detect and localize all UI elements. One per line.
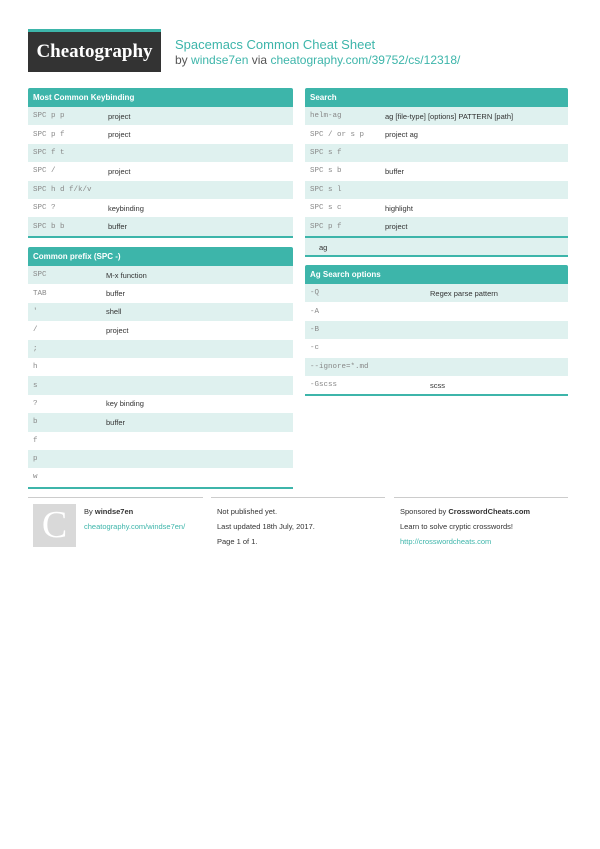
command-key: f (33, 436, 38, 445)
command-key: ? (33, 399, 38, 408)
table-row (28, 376, 293, 394)
command-description: keybinding (108, 203, 144, 213)
command-description: scss (430, 380, 445, 390)
panel-header: Search (305, 88, 568, 107)
page-number: Page 1 of 1. (217, 537, 258, 546)
table-row (28, 413, 293, 431)
command-key: SPC p f (33, 130, 65, 139)
table-row (28, 450, 293, 468)
command-key: -B (310, 325, 320, 334)
panel-ag-search-options (305, 265, 568, 396)
footer-author-name: windse7en (94, 507, 134, 516)
footer-sponsor (394, 497, 568, 549)
sponsor-link[interactable]: http://crosswordcheats.com (400, 537, 492, 546)
command-key: SPC p f (310, 222, 342, 231)
table-row (28, 340, 293, 358)
command-description: shell (106, 307, 122, 317)
command-key: --ignore=*.md (310, 362, 369, 371)
table-row (305, 321, 568, 339)
sheet-url-link[interactable]: cheatography.com/39752/cs/12318/ (270, 53, 461, 67)
command-description: buffer (106, 289, 126, 299)
command-key: SPC s c (310, 204, 342, 213)
panel-header: Ag Search options (305, 265, 568, 284)
table-row (28, 144, 293, 162)
command-key: w (33, 473, 38, 482)
command-key: s (33, 381, 38, 390)
command-description: M-x function (106, 270, 147, 280)
command-key: -A (310, 307, 320, 316)
command-key: SPC f t (33, 148, 65, 157)
table-row (305, 302, 568, 320)
command-key: SPC s b (310, 167, 342, 176)
table-row (305, 358, 568, 376)
command-key: -Gscss (310, 381, 338, 390)
command-description: project (108, 111, 131, 121)
table-row (28, 284, 293, 302)
panel-header: Most Common Keybinding (28, 88, 293, 107)
panel-common-prefix (28, 247, 293, 489)
command-description: Regex parse pattern (430, 288, 498, 298)
table-row (305, 107, 568, 125)
command-description: highlight (385, 203, 413, 213)
command-key: SPC (33, 271, 47, 280)
command-key: b (33, 418, 38, 427)
command-key: SPC / or s p (310, 130, 365, 139)
author-link[interactable]: windse7en (191, 53, 249, 67)
via-label: via (251, 53, 268, 67)
table-row (28, 107, 293, 125)
command-key: SPC b b (33, 222, 65, 231)
table-row (28, 468, 293, 486)
search-extra-row: ag (305, 238, 568, 257)
author-avatar: C (33, 504, 76, 547)
command-description: key binding (106, 399, 144, 409)
table-row (28, 162, 293, 180)
command-description: project (108, 130, 131, 140)
sponsor-name: CrosswordCheats.com (448, 507, 531, 516)
page-title: Spacemacs Common Cheat Sheet (175, 37, 376, 52)
command-description: project (106, 325, 129, 335)
command-key: h (33, 363, 38, 372)
command-key: SPC ? (33, 204, 56, 213)
command-key: SPC p p (33, 112, 65, 121)
command-key: / (33, 326, 38, 335)
table-row (28, 199, 293, 217)
command-key: -c (310, 344, 320, 353)
footer-info (211, 497, 385, 549)
command-key: ' (33, 307, 38, 316)
command-description: buffer (385, 166, 405, 176)
table-row (305, 376, 568, 394)
command-key: SPC s l (310, 185, 342, 194)
panel-most-common-keybinding (28, 88, 293, 238)
by-label: by (175, 53, 188, 67)
table-row (305, 339, 568, 357)
subtitle (175, 53, 460, 67)
table-row (305, 199, 568, 217)
footer-author-link[interactable]: cheatography.com/windse7en/ (84, 522, 186, 531)
table-row (28, 303, 293, 321)
table-row (305, 284, 568, 302)
command-key: p (33, 455, 38, 464)
table-row (28, 358, 293, 376)
command-description: project (385, 222, 408, 232)
last-updated: Last updated 18th July, 2017. (217, 522, 315, 531)
table-row (305, 144, 568, 162)
table-row (28, 395, 293, 413)
table-row (305, 181, 568, 199)
table-row (305, 217, 568, 235)
table-row (28, 217, 293, 235)
table-row (305, 162, 568, 180)
published-status: Not published yet. (217, 507, 278, 516)
command-key: SPC h d f/k/v (33, 185, 92, 194)
table-row (28, 125, 293, 143)
panel-search (305, 88, 568, 238)
cheatography-logo[interactable]: Cheatography (28, 29, 161, 72)
sponsor-label: Sponsored by (400, 507, 447, 516)
table-row (28, 432, 293, 450)
command-description: project (108, 166, 131, 176)
command-key: -Q (310, 289, 320, 298)
command-description: project ag (385, 130, 418, 140)
sponsor-text: Learn to solve cryptic crosswords! (400, 522, 513, 531)
command-description: buffer (108, 222, 128, 232)
command-key: SPC / (33, 167, 56, 176)
table-row (28, 321, 293, 339)
table-row (305, 125, 568, 143)
command-key: SPC s f (310, 148, 342, 157)
command-key: ; (33, 344, 38, 353)
table-row (28, 266, 293, 284)
command-description: ag [file-type] [options] PATTERN [path] (385, 111, 514, 121)
command-description: buffer (106, 417, 126, 427)
table-row (28, 181, 293, 199)
command-key: helm-ag (310, 112, 342, 121)
footer-author (28, 497, 203, 534)
panel-header: Common prefix (SPC -) (28, 247, 293, 266)
command-key: TAB (33, 289, 47, 298)
by-label: By (84, 507, 93, 516)
